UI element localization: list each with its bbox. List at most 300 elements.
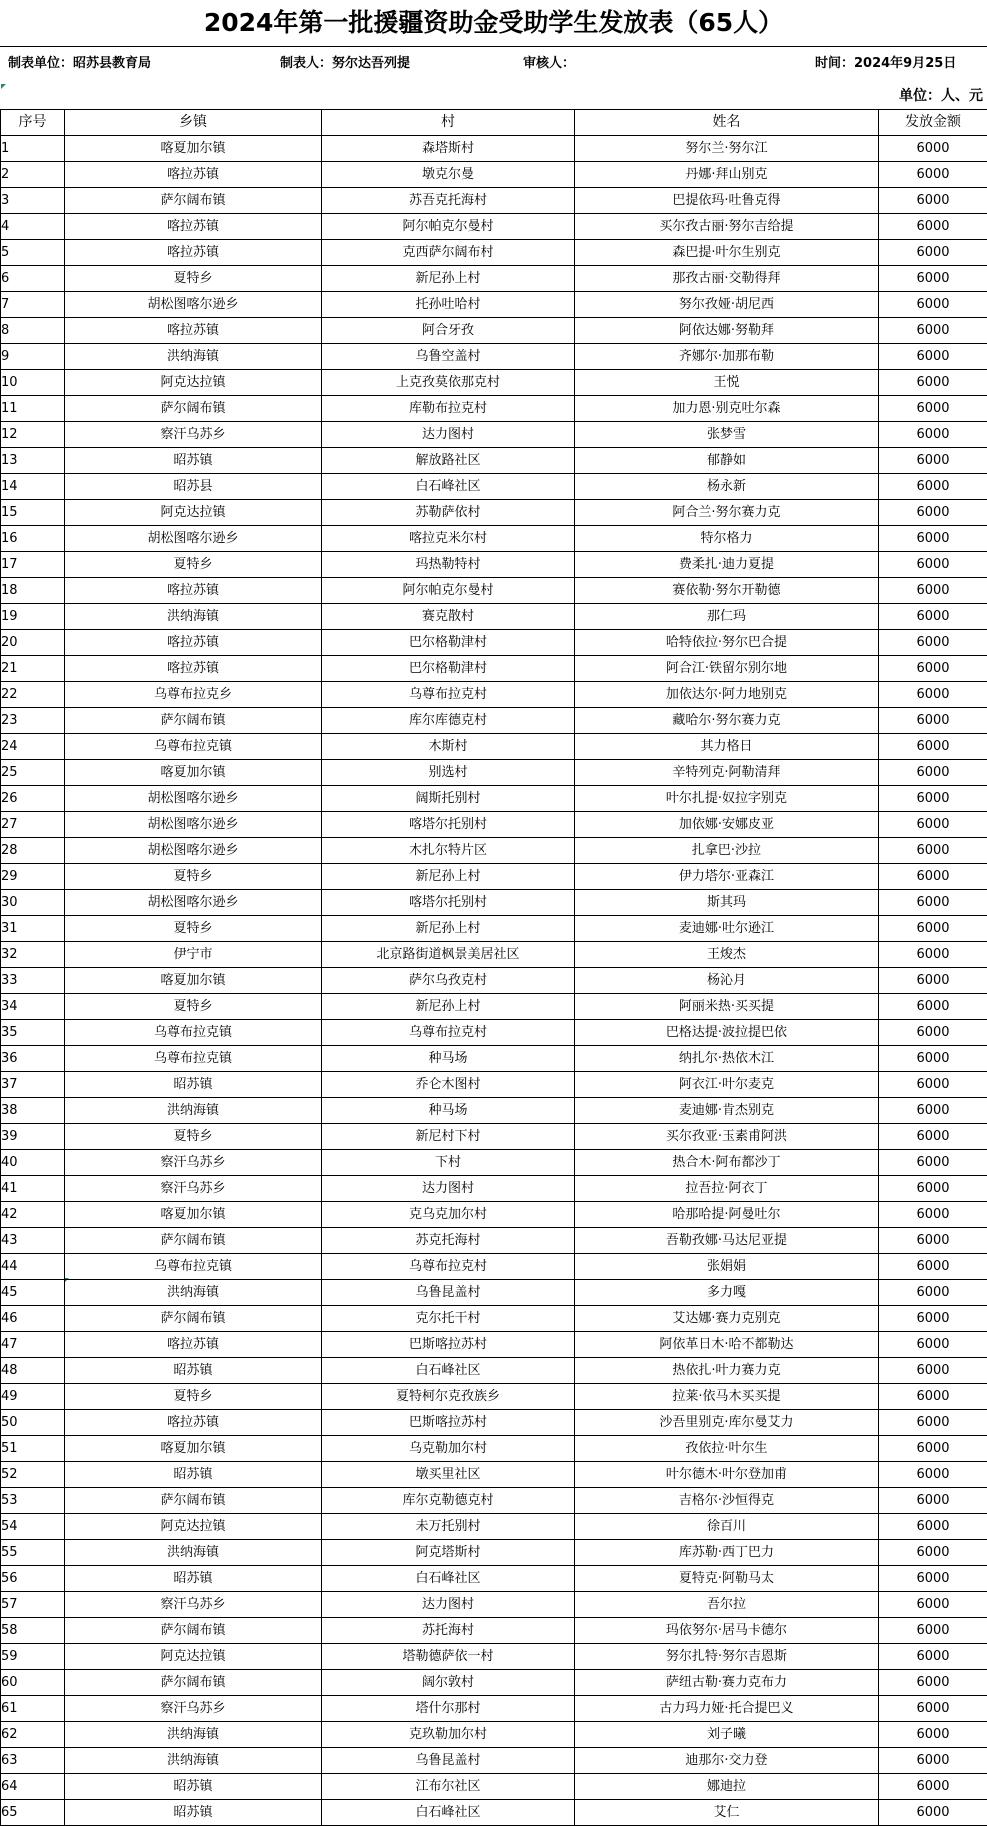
village-cell: 乌克勒加尔村	[322, 1436, 575, 1462]
row-number: 59	[1, 1644, 65, 1670]
table-row	[1, 1176, 987, 1202]
maker-label: 制表人：努尔达吾列提	[280, 47, 410, 81]
row-number: 19	[1, 604, 65, 630]
village-cell: 克乌克加尔村	[322, 1202, 575, 1228]
row-number: 1	[1, 136, 65, 162]
amount-cell: 6000	[879, 604, 987, 630]
row-number: 6	[1, 266, 65, 292]
village-cell: 库勒布拉克村	[322, 396, 575, 422]
table-row	[1, 422, 987, 448]
row-number: 64	[1, 1774, 65, 1800]
village-cell: 克玖勒加尔村	[322, 1722, 575, 1748]
village-cell: 新尼孙上村	[322, 994, 575, 1020]
town-cell: 洪纳海镇	[65, 1540, 322, 1566]
town-cell: 胡松图喀尔逊乡	[65, 526, 322, 552]
village-cell: 阔尔敦村	[322, 1670, 575, 1696]
town-cell: 喀夏加尔镇	[65, 1202, 322, 1228]
student-name-cell: 麦迪娜·肯杰别克	[575, 1098, 879, 1124]
student-name-cell: 加依娜·安娜皮亚	[575, 812, 879, 838]
town-cell: 喀夏加尔镇	[65, 136, 322, 162]
town-cell: 阿克达拉镇	[65, 1514, 322, 1540]
town-cell: 察汗乌苏乡	[65, 422, 322, 448]
table-row	[1, 1722, 987, 1748]
amount-cell: 6000	[879, 968, 987, 994]
table-row	[1, 760, 987, 786]
amount-cell: 6000	[879, 838, 987, 864]
town-cell: 夏特乡	[65, 994, 322, 1020]
row-number: 16	[1, 526, 65, 552]
student-name-cell: 玛依努尔·居马卡德尔	[575, 1618, 879, 1644]
village-cell: 阿合牙孜	[322, 318, 575, 344]
village-cell: 白石峰社区	[322, 1358, 575, 1384]
row-number: 13	[1, 448, 65, 474]
town-cell: 喀拉苏镇	[65, 630, 322, 656]
table-row	[1, 994, 987, 1020]
village-cell: 墩买里社区	[322, 1462, 575, 1488]
row-number: 20	[1, 630, 65, 656]
student-name-cell: 哈特依拉·努尔巴合提	[575, 630, 879, 656]
village-cell: 苏克托海村	[322, 1228, 575, 1254]
village-cell: 阿尔帕克尔曼村	[322, 578, 575, 604]
table-row	[1, 708, 987, 734]
student-name-cell: 斯其玛	[575, 890, 879, 916]
amount-cell: 6000	[879, 916, 987, 942]
town-cell: 伊宁市	[65, 942, 322, 968]
student-name-cell: 萨纽古勒·赛力克布力	[575, 1670, 879, 1696]
student-name-cell: 齐娜尔·加那布勒	[575, 344, 879, 370]
village-cell: 森塔斯村	[322, 136, 575, 162]
row-number: 11	[1, 396, 65, 422]
table-row	[1, 942, 987, 968]
table-body	[1, 136, 987, 1826]
student-name-cell: 刘子曦	[575, 1722, 879, 1748]
row-number: 45	[1, 1280, 65, 1306]
student-name-cell: 扎拿巴·沙拉	[575, 838, 879, 864]
row-number: 14	[1, 474, 65, 500]
village-cell: 乌尊布拉克村	[322, 682, 575, 708]
amount-cell: 6000	[879, 708, 987, 734]
village-cell: 喀塔尔托别村	[322, 812, 575, 838]
row-number: 39	[1, 1124, 65, 1150]
table-row	[1, 682, 987, 708]
amount-cell: 6000	[879, 1618, 987, 1644]
table-row	[1, 968, 987, 994]
header-name: 姓名	[575, 110, 879, 136]
row-number: 50	[1, 1410, 65, 1436]
town-cell: 阿克达拉镇	[65, 1644, 322, 1670]
table-row	[1, 578, 987, 604]
amount-cell: 6000	[879, 318, 987, 344]
town-cell: 胡松图喀尔逊乡	[65, 786, 322, 812]
table-row	[1, 1332, 987, 1358]
student-name-cell: 王焌杰	[575, 942, 879, 968]
row-number: 56	[1, 1566, 65, 1592]
row-number: 22	[1, 682, 65, 708]
amount-cell: 6000	[879, 1540, 987, 1566]
student-table	[0, 109, 987, 1826]
town-cell: 萨尔阔布镇	[65, 1306, 322, 1332]
student-name-cell: 哈那哈提·阿曼吐尔	[575, 1202, 879, 1228]
amount-cell: 6000	[879, 1150, 987, 1176]
student-name-cell: 纳扎尔·热依木江	[575, 1046, 879, 1072]
student-name-cell: 吾尔拉	[575, 1592, 879, 1618]
student-name-cell: 买尔孜古丽·努尔吉给提	[575, 214, 879, 240]
meta-bar	[0, 47, 987, 81]
village-cell: 夏特柯尔克孜族乡	[322, 1384, 575, 1410]
town-cell: 夏特乡	[65, 864, 322, 890]
table-row	[1, 500, 987, 526]
row-number: 30	[1, 890, 65, 916]
row-number: 47	[1, 1332, 65, 1358]
village-cell: 托孙吐哈村	[322, 292, 575, 318]
row-number: 3	[1, 188, 65, 214]
amount-cell: 6000	[879, 786, 987, 812]
row-number: 53	[1, 1488, 65, 1514]
table-row	[1, 1800, 987, 1826]
town-cell: 夏特乡	[65, 266, 322, 292]
village-cell: 达力图村	[322, 1176, 575, 1202]
student-name-cell: 艾达娜·赛力克别克	[575, 1306, 879, 1332]
amount-cell: 6000	[879, 526, 987, 552]
student-name-cell: 吾勒孜娜·马达尼亚提	[575, 1228, 879, 1254]
village-cell: 克西萨尔阔布村	[322, 240, 575, 266]
town-cell: 胡松图喀尔逊乡	[65, 292, 322, 318]
student-name-cell: 阿丽米热·买买提	[575, 994, 879, 1020]
village-cell: 巴斯喀拉苏村	[322, 1332, 575, 1358]
town-cell: 萨尔阔布镇	[65, 708, 322, 734]
town-cell: 察汗乌苏乡	[65, 1150, 322, 1176]
amount-cell: 6000	[879, 1566, 987, 1592]
row-number: 42	[1, 1202, 65, 1228]
amount-cell: 6000	[879, 760, 987, 786]
amount-cell: 6000	[879, 448, 987, 474]
student-name-cell: 买尔孜亚·玉素甫阿洪	[575, 1124, 879, 1150]
amount-cell: 6000	[879, 1020, 987, 1046]
row-number: 36	[1, 1046, 65, 1072]
org-label: 制表单位：昭苏县教育局	[8, 47, 151, 81]
student-name-cell: 库苏勒·西丁巴力	[575, 1540, 879, 1566]
student-name-cell: 加依达尔·阿力地别克	[575, 682, 879, 708]
student-name-cell: 迪那尔·交力登	[575, 1748, 879, 1774]
amount-cell: 6000	[879, 1306, 987, 1332]
table-row	[1, 630, 987, 656]
table-row	[1, 136, 987, 162]
amount-cell: 6000	[879, 1670, 987, 1696]
amount-cell: 6000	[879, 1488, 987, 1514]
village-cell: 新尼孙上村	[322, 864, 575, 890]
village-cell: 乌鲁空盖村	[322, 344, 575, 370]
student-name-cell: 古力玛力娅·托合提巴义	[575, 1696, 879, 1722]
student-name-cell: 热依扎·叶力赛力克	[575, 1358, 879, 1384]
row-number: 33	[1, 968, 65, 994]
amount-cell: 6000	[879, 890, 987, 916]
student-name-cell: 努尔兰·努尔江	[575, 136, 879, 162]
table-row	[1, 1592, 987, 1618]
village-cell: 乌鲁昆盖村	[322, 1280, 575, 1306]
amount-cell: 6000	[879, 1592, 987, 1618]
row-number: 57	[1, 1592, 65, 1618]
amount-cell: 6000	[879, 1280, 987, 1306]
village-cell: 阔斯托别村	[322, 786, 575, 812]
town-cell: 昭苏镇	[65, 448, 322, 474]
row-number: 12	[1, 422, 65, 448]
amount-cell: 6000	[879, 1800, 987, 1826]
cell-comment-marker	[1, 84, 6, 89]
student-name-cell: 藏哈尔·努尔赛力克	[575, 708, 879, 734]
student-name-cell: 拉吾拉·阿衣丁	[575, 1176, 879, 1202]
row-number: 26	[1, 786, 65, 812]
amount-cell: 6000	[879, 1696, 987, 1722]
town-cell: 阿克达拉镇	[65, 370, 322, 396]
student-name-cell: 王悦	[575, 370, 879, 396]
table-row	[1, 1488, 987, 1514]
amount-cell: 6000	[879, 214, 987, 240]
table-row	[1, 448, 987, 474]
student-name-cell: 张娟娟	[575, 1254, 879, 1280]
amount-cell: 6000	[879, 682, 987, 708]
table-row	[1, 812, 987, 838]
row-number: 28	[1, 838, 65, 864]
amount-cell: 6000	[879, 1436, 987, 1462]
town-cell: 乌尊布拉克镇	[65, 1046, 322, 1072]
table-row	[1, 1254, 987, 1280]
town-cell: 察汗乌苏乡	[65, 1592, 322, 1618]
row-number: 5	[1, 240, 65, 266]
table-row	[1, 1774, 987, 1800]
town-cell: 阿克达拉镇	[65, 500, 322, 526]
student-name-cell: 娜迪拉	[575, 1774, 879, 1800]
town-cell: 乌尊布拉克镇	[65, 734, 322, 760]
student-name-cell: 辛特列克·阿勒清拜	[575, 760, 879, 786]
row-number: 15	[1, 500, 65, 526]
time-label: 时间：2024年9月25日	[815, 47, 956, 81]
table-row	[1, 1436, 987, 1462]
student-name-cell: 伊力塔尔·亚森江	[575, 864, 879, 890]
village-cell: 喀拉克米尔村	[322, 526, 575, 552]
town-cell: 夏特乡	[65, 552, 322, 578]
row-number: 55	[1, 1540, 65, 1566]
town-cell: 洪纳海镇	[65, 1722, 322, 1748]
student-name-cell: 丹娜·拜山别克	[575, 162, 879, 188]
student-name-cell: 努尔扎特·努尔吉恩斯	[575, 1644, 879, 1670]
town-cell: 昭苏县	[65, 474, 322, 500]
amount-cell: 6000	[879, 292, 987, 318]
town-cell: 昭苏镇	[65, 1774, 322, 1800]
town-cell: 喀拉苏镇	[65, 162, 322, 188]
row-number: 54	[1, 1514, 65, 1540]
town-cell: 察汗乌苏乡	[65, 1176, 322, 1202]
table-row	[1, 344, 987, 370]
village-cell: 克尔托干村	[322, 1306, 575, 1332]
row-number: 48	[1, 1358, 65, 1384]
student-name-cell: 徐百川	[575, 1514, 879, 1540]
town-cell: 夏特乡	[65, 1124, 322, 1150]
village-cell: 解放路社区	[322, 448, 575, 474]
village-cell: 未万托别村	[322, 1514, 575, 1540]
table-row	[1, 656, 987, 682]
village-cell: 阿克塔斯村	[322, 1540, 575, 1566]
village-cell: 上克孜莫依那克村	[322, 370, 575, 396]
table-header-row	[1, 110, 987, 136]
village-cell: 塔勒德萨依一村	[322, 1644, 575, 1670]
student-name-cell: 阿衣江·叶尔麦克	[575, 1072, 879, 1098]
village-cell: 白石峰社区	[322, 1800, 575, 1826]
amount-cell: 6000	[879, 656, 987, 682]
row-number: 18	[1, 578, 65, 604]
row-number: 24	[1, 734, 65, 760]
student-name-cell: 杨沁月	[575, 968, 879, 994]
student-name-cell: 杨永新	[575, 474, 879, 500]
table-row	[1, 1124, 987, 1150]
table-row	[1, 292, 987, 318]
amount-cell: 6000	[879, 500, 987, 526]
table-row	[1, 1566, 987, 1592]
row-number: 41	[1, 1176, 65, 1202]
town-cell: 喀拉苏镇	[65, 240, 322, 266]
row-number: 31	[1, 916, 65, 942]
village-cell: 巴斯喀拉苏村	[322, 1410, 575, 1436]
village-cell: 木斯村	[322, 734, 575, 760]
row-number: 37	[1, 1072, 65, 1098]
village-cell: 种马场	[322, 1046, 575, 1072]
village-cell: 苏勒萨依村	[322, 500, 575, 526]
town-cell: 胡松图喀尔逊乡	[65, 838, 322, 864]
amount-cell: 6000	[879, 370, 987, 396]
table-row	[1, 1644, 987, 1670]
table-row	[1, 1384, 987, 1410]
town-cell: 昭苏镇	[65, 1358, 322, 1384]
town-cell: 喀拉苏镇	[65, 1332, 322, 1358]
town-cell: 乌尊布拉克镇	[65, 1254, 322, 1280]
reviewer-label: 审核人：	[523, 47, 575, 81]
village-cell: 墩克尔曼	[322, 162, 575, 188]
town-cell: 洪纳海镇	[65, 344, 322, 370]
amount-cell: 6000	[879, 162, 987, 188]
row-number: 43	[1, 1228, 65, 1254]
student-name-cell: 夏特克·阿勒马太	[575, 1566, 879, 1592]
table-row	[1, 1462, 987, 1488]
town-cell: 萨尔阔布镇	[65, 1618, 322, 1644]
row-number: 49	[1, 1384, 65, 1410]
row-number: 8	[1, 318, 65, 344]
page-title: 2024年第一批援疆资助金受助学生发放表（65人）	[0, 0, 987, 47]
village-cell: 白石峰社区	[322, 1566, 575, 1592]
town-cell: 喀夏加尔镇	[65, 1436, 322, 1462]
student-name-cell: 赛依勒·努尔开勒德	[575, 578, 879, 604]
row-number: 17	[1, 552, 65, 578]
town-cell: 喀拉苏镇	[65, 318, 322, 344]
amount-cell: 6000	[879, 578, 987, 604]
town-cell: 夏特乡	[65, 1384, 322, 1410]
table-row	[1, 838, 987, 864]
village-cell: 苏吾克托海村	[322, 188, 575, 214]
table-row	[1, 214, 987, 240]
amount-cell: 6000	[879, 240, 987, 266]
amount-cell: 6000	[879, 1384, 987, 1410]
row-number: 52	[1, 1462, 65, 1488]
village-cell: 木扎尔特片区	[322, 838, 575, 864]
town-cell: 乌尊布拉克镇	[65, 1020, 322, 1046]
amount-cell: 6000	[879, 1644, 987, 1670]
row-number: 9	[1, 344, 65, 370]
town-cell: 胡松图喀尔逊乡	[65, 812, 322, 838]
row-number: 44	[1, 1254, 65, 1280]
row-number: 60	[1, 1670, 65, 1696]
village-cell: 江布尔社区	[322, 1774, 575, 1800]
row-number: 2	[1, 162, 65, 188]
town-cell: 胡松图喀尔逊乡	[65, 890, 322, 916]
student-name-cell: 巴格达提·波拉提巴依	[575, 1020, 879, 1046]
row-number: 23	[1, 708, 65, 734]
town-cell: 喀拉苏镇	[65, 214, 322, 240]
row-number: 38	[1, 1098, 65, 1124]
row-number: 32	[1, 942, 65, 968]
amount-cell: 6000	[879, 1410, 987, 1436]
row-number: 51	[1, 1436, 65, 1462]
student-name-cell: 森巴提·叶尔生别克	[575, 240, 879, 266]
village-cell: 白石峰社区	[322, 474, 575, 500]
table-row	[1, 1618, 987, 1644]
town-cell: 夏特乡	[65, 916, 322, 942]
table-row	[1, 1670, 987, 1696]
table-row	[1, 1020, 987, 1046]
amount-cell: 6000	[879, 1176, 987, 1202]
table-row	[1, 1202, 987, 1228]
table-row	[1, 890, 987, 916]
table-row	[1, 1150, 987, 1176]
table-row	[1, 1306, 987, 1332]
village-cell: 达力图村	[322, 422, 575, 448]
student-name-cell: 阿合江·铁留尔别尔地	[575, 656, 879, 682]
village-cell: 赛克散村	[322, 604, 575, 630]
village-cell: 喀塔尔托别村	[322, 890, 575, 916]
student-name-cell: 张梦雪	[575, 422, 879, 448]
amount-cell: 6000	[879, 1046, 987, 1072]
table-row	[1, 864, 987, 890]
student-name-cell: 努尔孜娅·胡尼西	[575, 292, 879, 318]
row-number: 7	[1, 292, 65, 318]
village-cell: 巴尔格勒津村	[322, 630, 575, 656]
amount-cell: 6000	[879, 552, 987, 578]
table-row	[1, 1046, 987, 1072]
table-row	[1, 1280, 987, 1306]
student-name-cell: 孜依拉·叶尔生	[575, 1436, 879, 1462]
amount-cell: 6000	[879, 812, 987, 838]
row-number: 46	[1, 1306, 65, 1332]
village-cell: 北京路街道枫景美居社区	[322, 942, 575, 968]
row-number: 10	[1, 370, 65, 396]
village-cell: 新尼村下村	[322, 1124, 575, 1150]
village-cell: 下村	[322, 1150, 575, 1176]
student-name-cell: 吉格尔·沙恒得克	[575, 1488, 879, 1514]
town-cell: 喀拉苏镇	[65, 1410, 322, 1436]
row-number: 25	[1, 760, 65, 786]
village-cell: 别选村	[322, 760, 575, 786]
student-name-cell: 艾仁	[575, 1800, 879, 1826]
amount-cell: 6000	[879, 1748, 987, 1774]
table-row	[1, 1540, 987, 1566]
table-row	[1, 1696, 987, 1722]
table-row	[1, 474, 987, 500]
amount-cell: 6000	[879, 734, 987, 760]
amount-cell: 6000	[879, 1124, 987, 1150]
student-name-cell: 叶尔扎提·奴拉字别克	[575, 786, 879, 812]
amount-cell: 6000	[879, 188, 987, 214]
town-cell: 萨尔阔布镇	[65, 396, 322, 422]
village-cell: 新尼孙上村	[322, 916, 575, 942]
row-number: 21	[1, 656, 65, 682]
student-name-cell: 叶尔德木·叶尔登加甫	[575, 1462, 879, 1488]
